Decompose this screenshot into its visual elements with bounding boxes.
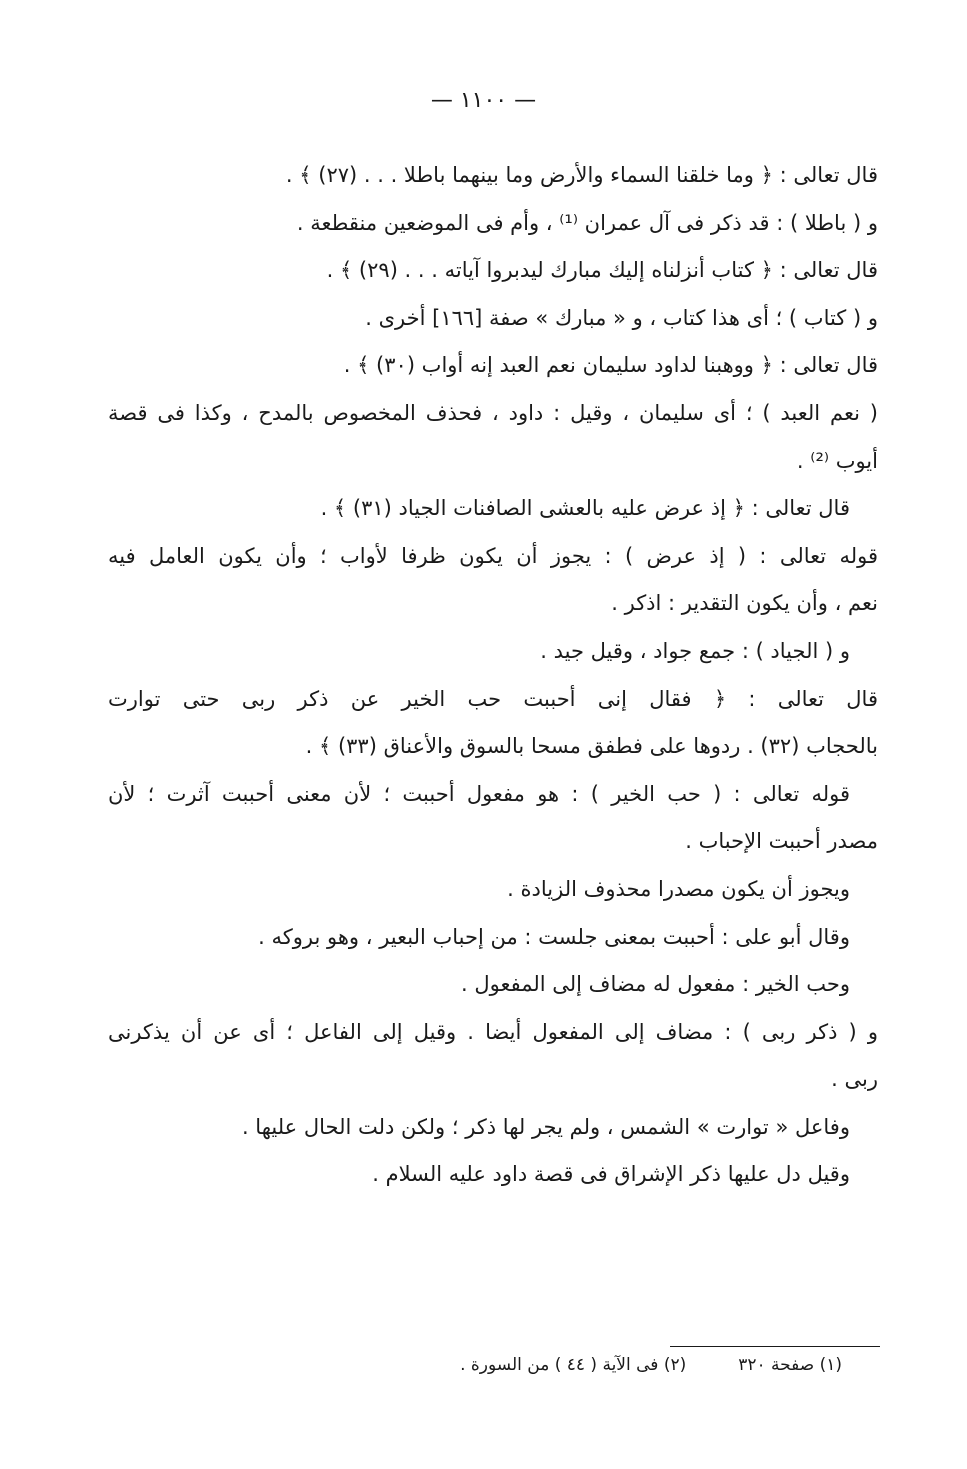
footnote-divider (670, 1346, 880, 1347)
text-line: ربى . (831, 1067, 878, 1092)
text-line: قال تعالى : ﴿ كتاب أنزلناه إليك مبارك ليدبروا آياته . . . (٢٩) ﴾ . (326, 258, 878, 283)
footnote-1: (١) صفحة ٣٢٠ (738, 1355, 842, 1375)
text-line: قال تعالى : ﴿ إذ عرض عليه بالعشى الصافنات الجياد (٣١) ﴾ . (320, 496, 850, 521)
text-line: نعم ، وأن يكون التقدير : اذكر . (611, 591, 878, 616)
text-line: وحب الخير : مفعول له مضاف إلى المفعول . (461, 972, 850, 997)
text-line: و ( باطلا ) : قد ذكر فى آل عمران ⁽¹⁾ ، وأم فى الموضعين منقطعة . (296, 210, 878, 235)
text-line: قال تعالى : ﴿ فقال إنى أحببت حب الخير عن ذكر ربى حتى توارت (108, 686, 878, 711)
body-text (108, 152, 878, 1199)
text-line: بالحجاب (٣٢) . ردوها على فطفق مسحا بالسوق والأعناق (٣٣) ﴾ . (305, 734, 878, 759)
text-line: أيوب ⁽²⁾ . (796, 448, 878, 473)
text-line: وفاعل « توارت » الشمس ، ولم يجر لها ذكر ؛ ولكن دلت الحال عليها . (241, 1114, 850, 1139)
text-line: قوله تعالى : ( إذ عرض ) : يجوز أن يكون ظرفا لأواب ؛ وأن يكون العامل فيه (108, 543, 878, 568)
footnote-2: (٢) فى الآية ( ٤٤ ) من السورة . (460, 1355, 687, 1375)
page-number: — ١١٠٠ — (430, 88, 537, 113)
text-line: و ( كتاب ) ؛ أى هذا كتاب ، و « مبارك » صفة [١٦٦] أخرى . (365, 305, 878, 330)
text-line: وقيل دل عليها ذكر الإشراق فى قصة داود عليه السلام . (372, 1162, 850, 1187)
text-line: و ( الجياد ) : جمع جواد ، وقيل جيد . (540, 638, 850, 663)
text-line: ( نعم العبد ) ؛ أى سليمان ، وقيل : داود ، فحذف المخصوص بالمدح ، وكذا فى قصة (108, 400, 878, 425)
text-line: قوله تعالى : ( حب الخير ) : هو مفعول أحببت ؛ لأن معنى أحببت آثرت ؛ لأن (108, 781, 850, 806)
text-line: قال تعالى : ﴿ ووهبنا لداود سليمان نعم العبد إنه أواب (٣٠) ﴾ . (343, 353, 878, 378)
text-line: و ( ذكر ربى ) : مضاف إلى المفعول أيضا . وقيل إلى الفاعل ؛ أى عن أن يذكرنى (108, 1019, 878, 1044)
text-line: وقال أبو على : أحببت بمعنى جلست : من إحباب البعير ، وهو بروكه . (258, 924, 850, 949)
footnotes (350, 1355, 842, 1375)
text-line: قال تعالى : ﴿ وما خلقنا السماء والأرض وما بينهما باطلا . . . (٢٧) ﴾ . (285, 163, 878, 187)
text-line: مصدر أحببت الإحباب . (685, 829, 878, 854)
text-line: ويجوز أن يكون مصدرا محذوف الزيادة . (507, 876, 850, 901)
